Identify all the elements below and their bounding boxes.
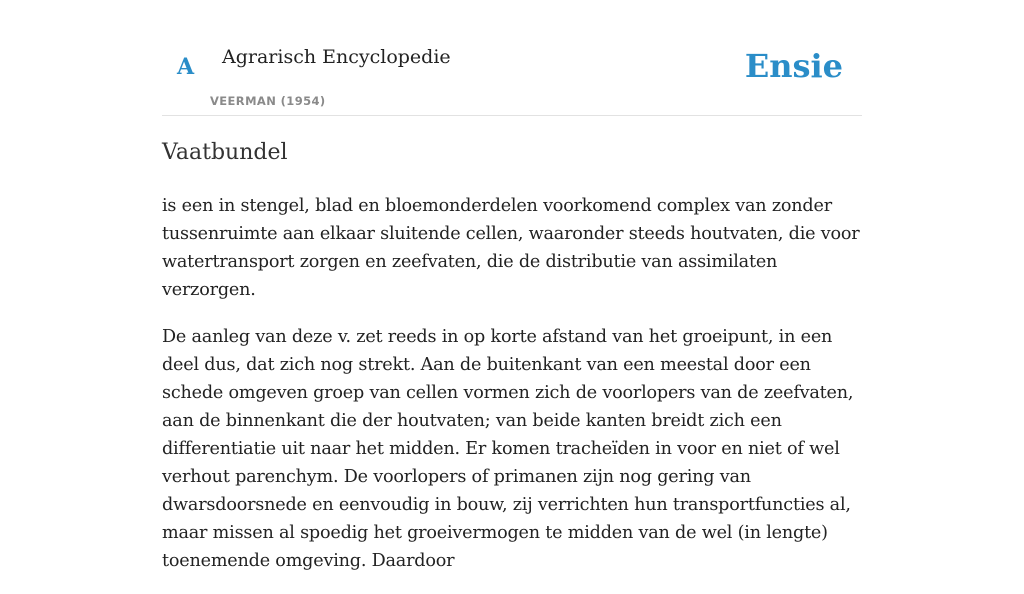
brand-logo-link[interactable]: Ensie <box>744 47 843 85</box>
entry-paragraph: is een in stengel, blad en bloemonderdelen voorkomend complex van zonder tussenruimte aan elkaar sluitende cellen, waaronder steeds houtvaten, die voor watertransport zorgen en zeefvaten, die de distributie van assimilaten verzorgen. <box>162 196 860 300</box>
letter-index-link[interactable]: A <box>177 54 195 80</box>
entry-paragraph: De aanleg van deze v. zet reeds in op korte afstand van het groeipunt, in een deel dus, dat zich nog strekt. Aan de buitenkant van een meestal door een schede omgeven groep van cellen vormen zich de voorlopers van de zeefvaten, aan de binnenkant die der houtvaten; van beide kanten breidt zich een differentiatie uit naar het midden. Er komen tracheïden in voor en niet of wel verhout parenchym. De voorlopers of primanen zijn nog gering van dwarsdoorsnede en eenvoudig in bouw, zij verrichten hun transportfuncties al, maar missen al spoedig het groeivermogen te midden van de wel (in lengte) toenemende omgeving. Daardoor <box>162 327 854 571</box>
header <box>162 0 862 116</box>
entry-body <box>162 192 862 594</box>
book-title-link[interactable]: Agrarisch Encyclopedie <box>222 46 451 68</box>
page-container <box>162 0 862 571</box>
book-author: VEERMAN (1954) <box>210 94 326 108</box>
entry-title: Vaatbundel <box>162 140 288 165</box>
